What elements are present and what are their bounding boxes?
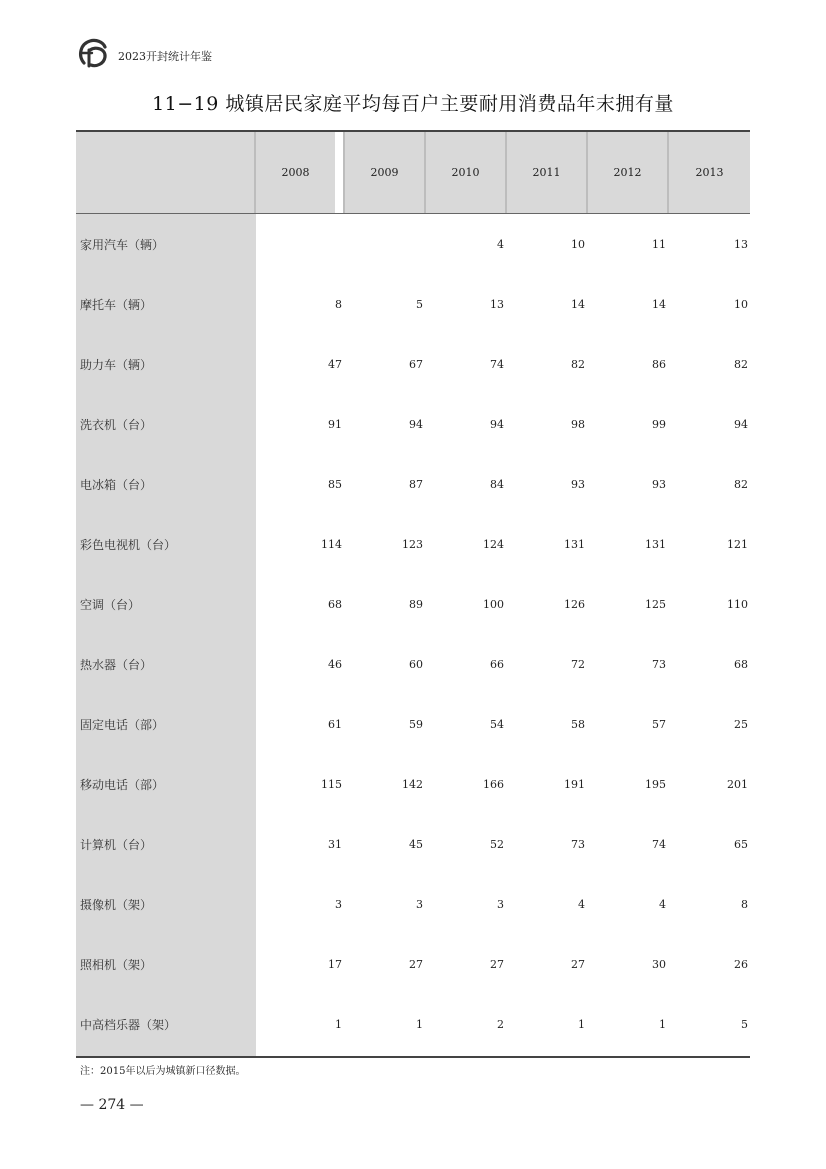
value-cell-2012: 1 (659, 1018, 666, 1031)
value-cell-2010: 94 (490, 418, 504, 431)
value-cell-2010: 74 (490, 358, 504, 371)
value-cell-2010: 2 (497, 1018, 504, 1031)
value-cell-2008: 68 (328, 598, 342, 611)
table-row (76, 815, 750, 875)
table-row (76, 455, 750, 515)
table-row (76, 755, 750, 815)
value-cell-2013: 121 (727, 538, 748, 551)
value-cell-2011: 73 (571, 838, 585, 851)
value-cell-2009: 87 (409, 478, 423, 491)
row-label: 摩托车（辆） (80, 298, 153, 312)
value-cell-2009: 59 (409, 718, 423, 731)
value-cell-2011: 98 (571, 418, 585, 431)
value-cell-2011: 14 (571, 298, 585, 311)
value-cell-2009: 142 (402, 778, 423, 791)
value-cell-2008: 3 (335, 898, 342, 911)
value-cell-2011: 191 (564, 778, 585, 791)
row-label: 电冰箱（台） (80, 478, 153, 492)
value-cell-2010: 100 (483, 598, 504, 611)
row-label: 固定电话（部） (80, 718, 165, 732)
value-cell-2013: 82 (734, 358, 748, 371)
table-row (76, 395, 750, 455)
table-header-row (76, 132, 750, 213)
row-label: 移动电话（部） (80, 778, 165, 792)
value-cell-2010: 27 (490, 958, 504, 971)
value-cell-2009: 3 (416, 898, 423, 911)
value-cell-2010: 166 (483, 778, 504, 791)
year-header-2009: 2009 (343, 132, 424, 213)
value-cell-2008: 46 (328, 658, 342, 671)
value-cell-2008: 61 (328, 718, 342, 731)
table-body (76, 214, 750, 1056)
table-row (76, 995, 750, 1055)
yearbook-logo-icon (76, 36, 110, 70)
value-cell-2010: 124 (483, 538, 504, 551)
value-cell-2013: 8 (741, 898, 748, 911)
value-cell-2013: 94 (734, 418, 748, 431)
value-cell-2011: 27 (571, 958, 585, 971)
value-cell-2013: 25 (734, 718, 748, 731)
value-cell-2010: 3 (497, 898, 504, 911)
value-cell-2013: 110 (727, 598, 748, 611)
page-title: 11−19 城镇居民家庭平均每百户主要耐用消费品年末拥有量 (152, 93, 674, 115)
row-label: 摄像机（架） (80, 898, 153, 912)
row-label: 空调（台） (80, 598, 141, 612)
value-cell-2009: 89 (409, 598, 423, 611)
value-cell-2013: 201 (727, 778, 748, 791)
value-cell-2012: 93 (652, 478, 666, 491)
value-cell-2012: 131 (645, 538, 666, 551)
value-cell-2010: 54 (490, 718, 504, 731)
value-cell-2009: 60 (409, 658, 423, 671)
value-cell-2008: 91 (328, 418, 342, 431)
value-cell-2010: 13 (490, 298, 504, 311)
value-cell-2011: 131 (564, 538, 585, 551)
value-cell-2009: 45 (409, 838, 423, 851)
value-cell-2011: 72 (571, 658, 585, 671)
value-cell-2008: 1 (335, 1018, 342, 1031)
value-cell-2012: 73 (652, 658, 666, 671)
value-cell-2009: 5 (416, 298, 423, 311)
value-cell-2010: 84 (490, 478, 504, 491)
value-cell-2012: 74 (652, 838, 666, 851)
value-cell-2008: 47 (328, 358, 342, 371)
row-label: 计算机（台） (80, 838, 153, 852)
row-label: 家用汽车（辆） (80, 238, 165, 252)
book-title: 2023开封统计年鉴 (118, 50, 212, 63)
table-row (76, 215, 750, 275)
table-row (76, 335, 750, 395)
value-cell-2012: 86 (652, 358, 666, 371)
year-header-2010: 2010 (424, 132, 505, 213)
value-cell-2012: 11 (652, 238, 666, 251)
value-cell-2011: 1 (578, 1018, 585, 1031)
value-cell-2013: 13 (734, 238, 748, 251)
value-cell-2012: 4 (659, 898, 666, 911)
table-row (76, 575, 750, 635)
value-cell-2008: 17 (328, 958, 342, 971)
value-cell-2013: 68 (734, 658, 748, 671)
value-cell-2012: 99 (652, 418, 666, 431)
year-header-2013: 2013 (667, 132, 750, 213)
table-bottom-rule (76, 1056, 750, 1058)
value-cell-2009: 1 (416, 1018, 423, 1031)
year-header-2008: 2008 (254, 132, 335, 213)
year-header-2012: 2012 (586, 132, 667, 213)
value-cell-2010: 4 (497, 238, 504, 251)
table-row (76, 935, 750, 995)
value-cell-2012: 195 (645, 778, 666, 791)
value-cell-2009 (353, 215, 423, 275)
value-cell-2009: 123 (402, 538, 423, 551)
value-cell-2013: 10 (734, 298, 748, 311)
value-cell-2008: 114 (321, 538, 342, 551)
value-cell-2011: 93 (571, 478, 585, 491)
value-cell-2009: 67 (409, 358, 423, 371)
value-cell-2012: 125 (645, 598, 666, 611)
value-cell-2013: 5 (741, 1018, 748, 1031)
value-cell-2009: 27 (409, 958, 423, 971)
value-cell-2009: 94 (409, 418, 423, 431)
page-number: — 274 — (80, 1097, 144, 1113)
value-cell-2008 (272, 215, 342, 275)
year-header-2011: 2011 (505, 132, 586, 213)
value-cell-2011: 126 (564, 598, 585, 611)
value-cell-2012: 57 (652, 718, 666, 731)
value-cell-2012: 14 (652, 298, 666, 311)
stub-header-cell (76, 132, 254, 213)
row-label: 中高档乐器（架） (80, 1018, 177, 1032)
table-row (76, 515, 750, 575)
table-row (76, 695, 750, 755)
value-cell-2013: 82 (734, 478, 748, 491)
value-cell-2008: 31 (328, 838, 342, 851)
value-cell-2013: 26 (734, 958, 748, 971)
data-table (76, 130, 750, 1058)
value-cell-2008: 8 (335, 298, 342, 311)
table-row (76, 635, 750, 695)
value-cell-2011: 82 (571, 358, 585, 371)
value-cell-2010: 52 (490, 838, 504, 851)
table-row (76, 275, 750, 335)
value-cell-2008: 115 (321, 778, 342, 791)
row-label: 助力车（辆） (80, 358, 153, 372)
row-label: 洗衣机（台） (80, 418, 153, 432)
value-cell-2011: 58 (571, 718, 585, 731)
value-cell-2011: 10 (571, 238, 585, 251)
value-cell-2008: 85 (328, 478, 342, 491)
value-cell-2011: 4 (578, 898, 585, 911)
value-cell-2010: 66 (490, 658, 504, 671)
row-label: 热水器（台） (80, 658, 153, 672)
value-cell-2012: 30 (652, 958, 666, 971)
row-label: 彩色电视机（台） (80, 538, 177, 552)
table-row (76, 875, 750, 935)
table-note: 注：2015年以后为城镇新口径数据。 (80, 1066, 246, 1077)
value-cell-2013: 65 (734, 838, 748, 851)
row-label: 照相机（架） (80, 958, 153, 972)
